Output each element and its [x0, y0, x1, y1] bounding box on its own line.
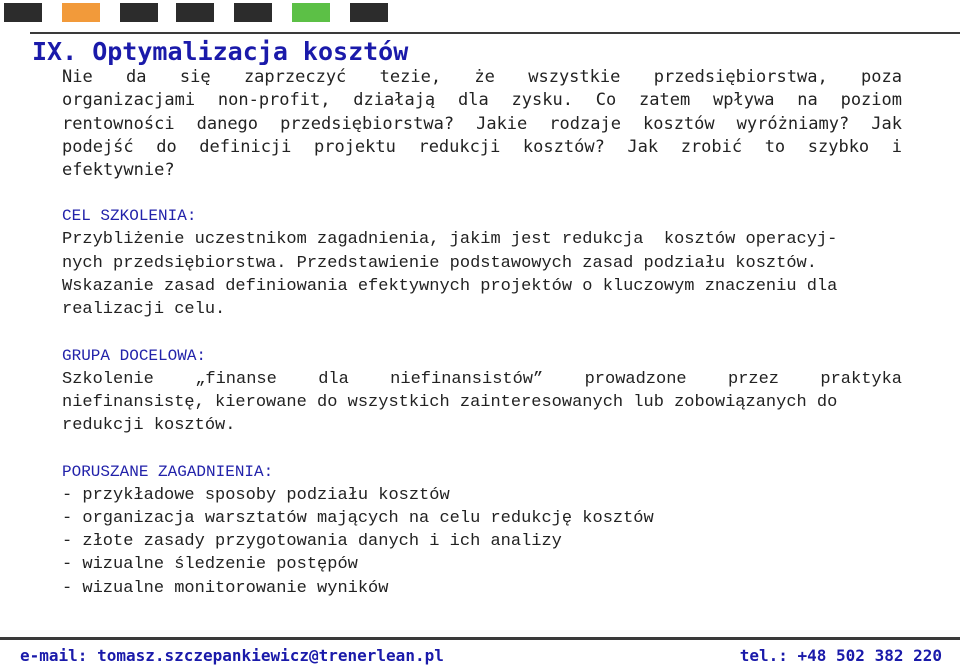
- header-square-2: [62, 3, 100, 22]
- header-square-6: [292, 3, 330, 22]
- footer-divider: [0, 637, 960, 640]
- intro-line: Nie da się zaprzeczyć tezie, że wszystkie przedsiębiorstwa, poza: [62, 67, 902, 87]
- topic-item: - wizualne śledzenie postępów: [62, 555, 358, 575]
- goal-paragraph: [62, 228, 902, 321]
- topic-item: - złote zasady przygotowania danych i ich analizy: [62, 532, 562, 552]
- document-body: [32, 37, 902, 600]
- audience-line: redukcji kosztów.: [62, 416, 236, 436]
- audience-heading: GRUPA DOCELOWA:: [62, 346, 207, 365]
- topics-heading: PORUSZANE ZAGADNIENIA:: [62, 462, 274, 481]
- goal-line: Wskazanie zasad definiowania efektywnych projektów o kluczowym znaczeniu dla: [62, 277, 838, 297]
- audience-line: niefinansistę, kierowane do wszystkich zainteresowanych lub zobowiązanych do: [62, 392, 838, 412]
- goal-line: realizacji celu.: [62, 300, 226, 320]
- footer: [20, 646, 942, 668]
- footer-email[interactable]: e-mail: tomasz.szczepankiewicz@trenerlean.pl: [20, 646, 444, 665]
- header-square-3: [120, 3, 158, 22]
- intro-paragraph: [62, 66, 902, 182]
- goal-line: Przybliżenie uczestnikom zagadnienia, jakim jest redukcja kosztów operacyj-: [62, 230, 838, 250]
- topics-list: [62, 484, 902, 600]
- header-square-5: [234, 3, 272, 22]
- header-divider: [30, 32, 960, 34]
- topic-item: - organizacja warsztatów mających na celu redukcję kosztów: [62, 508, 654, 528]
- topic-item: - wizualne monitorowanie wyników: [62, 578, 389, 598]
- goal-heading: CEL SZKOLENIA:: [62, 207, 197, 226]
- section-title: IX. Optymalizacja kosztów: [32, 37, 409, 66]
- header-square-1: [4, 3, 42, 22]
- intro-line: rentowności danego przedsiębiorstwa? Jakie rodzaje kosztów wyróżniamy? Jak: [62, 113, 902, 134]
- header-color-bar: [0, 0, 960, 24]
- intro-line: organizacjami non-profit, działają dla zysku. Co zatem wpływa na poziom: [62, 90, 902, 111]
- audience-line: Szkolenie „finanse dla niefinansistów” prowadzone przez praktyka: [62, 369, 902, 389]
- audience-paragraph: [62, 368, 902, 438]
- topic-item: - przykładowe sposoby podziału kosztów: [62, 485, 450, 505]
- intro-line: podejść do definicji projektu redukcji kosztów? Jak zrobić to szybko i: [62, 136, 902, 157]
- header-square-7: [350, 3, 388, 22]
- footer-phone: tel.: +48 502 382 220: [739, 646, 942, 665]
- intro-line: efektywnie?: [62, 160, 175, 181]
- goal-line: nych przedsiębiorstwa. Przedstawienie podstawowych zasad podziału kosztów.: [62, 253, 817, 273]
- header-square-4: [176, 3, 214, 22]
